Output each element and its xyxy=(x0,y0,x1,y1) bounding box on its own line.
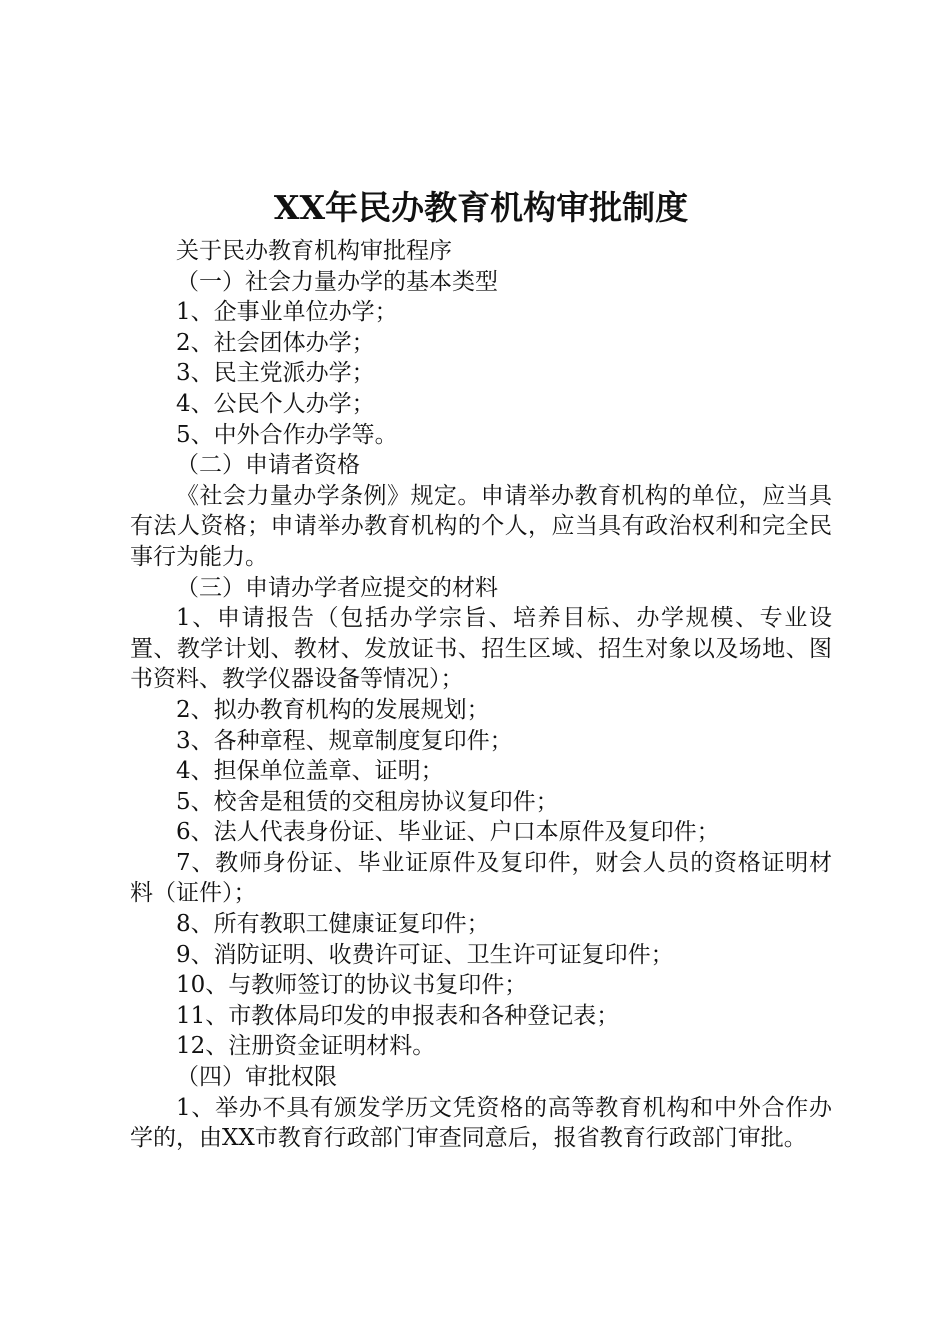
list-item: 8、所有教职工健康证复印件； xyxy=(176,911,490,938)
list-item: 4、公民个人办学； xyxy=(176,390,375,417)
section-heading: （一）社会力量办学的基本类型 xyxy=(176,268,498,295)
section-heading: （四）审批权限 xyxy=(176,1064,337,1091)
list-item: 5、中外合作办学等。 xyxy=(176,421,398,448)
section-heading: （三）申请办学者应提交的材料 xyxy=(176,574,498,601)
section-heading: （二）申请者资格 xyxy=(176,452,360,479)
list-item: 4、担保单位盖章、证明； xyxy=(176,758,444,785)
list-item: 2、社会团体办学； xyxy=(176,329,375,356)
document-title: XX年民办教育机构审批制度 xyxy=(273,188,689,227)
document-page xyxy=(130,180,832,1154)
list-item: 5、校舍是租赁的交租房协议复印件； xyxy=(176,788,559,815)
list-item: 1、企事业单位办学； xyxy=(176,299,398,326)
document-body xyxy=(130,236,832,1154)
paragraph: 关于民办教育机构审批程序 xyxy=(176,238,452,264)
list-item: 10、与教师签订的协议书复印件； xyxy=(176,972,528,999)
list-item: 6、法人代表身份证、毕业证、户口本原件及复印件； xyxy=(176,819,720,846)
list-item: 11、市教体局印发的申报表和各种登记表； xyxy=(176,1002,620,1029)
list-item: 9、消防证明、收费许可证、卫生许可证复印件； xyxy=(176,941,674,968)
list-item: 7、教师身份证、毕业证原件及复印件，财会人员的资格证明材料（证件）； xyxy=(130,849,832,907)
list-item: 1、举办不具有颁发学历文凭资格的高等教育机构和中外合作办学的，由XX市教育行政部门审查同意后，报省教育行政部门审批。 xyxy=(130,1094,832,1152)
list-item: 2、拟办教育机构的发展规划； xyxy=(176,696,490,723)
paragraph: 《社会力量办学条例》规定。申请举办教育机构的单位，应当具有法人资格；申请举办教育机构的个人，应当具有政治权利和完全民事行为能力。 xyxy=(130,482,832,570)
list-item: 1、申请报告（包括办学宗旨、培养目标、办学规模、专业设置、教学计划、教材、发放证书、招生区域、招生对象以及场地、图书资料、教学仪器设备等情况）； xyxy=(130,605,832,693)
list-item: 3、各种章程、规章制度复印件； xyxy=(176,727,513,754)
list-item: 12、注册资金证明材料。 xyxy=(176,1033,436,1060)
list-item: 3、民主党派办学； xyxy=(176,360,375,387)
